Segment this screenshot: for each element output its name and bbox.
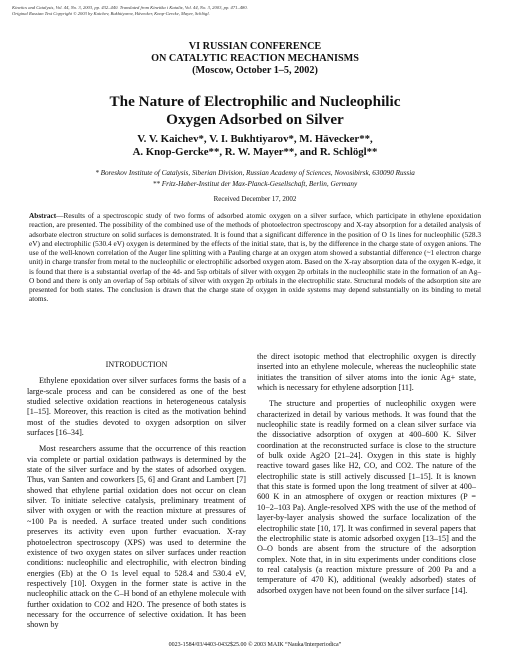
paper-title-line-2: Oxygen Adsorbed on Silver (166, 111, 344, 128)
right-paragraph-1: the direct isotopic method that electrophilic oxygen is directly inserted into an ethylene molecule, whereas the nucleophilic state initiates the transition of silver atoms into the ionic Ag+ state, which is necessary for ethylene adsorption [11]. (257, 352, 476, 393)
section-heading: INTRODUCTION (105, 360, 168, 369)
abstract-label: Abstract (29, 211, 57, 220)
journal-header-line-2: Original Russian Text Copyright © 2003 by Kaichev, Bukhtiyarov, Hävecker, Knop-Gercke, Mayer, Schlögl. (12, 11, 210, 16)
journal-header (12, 5, 248, 17)
author-list (0, 133, 510, 159)
abstract (29, 211, 481, 339)
right-column (257, 352, 476, 624)
conference-line-1: VI RUSSIAN CONFERENCE (188, 41, 322, 52)
intro-paragraph-2: Most researchers assume that the occurrence of this reaction via complete or partial oxidation pathways is determined by the state of the silver surface and by the states of adsorbed oxygen. Thus, van Santen and coworkers [5, 6] and Grant and Lambert [7] showed that ethylene partial oxidation does not occur on clean silver. To initiate selective catalysis, preliminary treatment of silver with oxygen or with the reaction mixture at pressures of ~100 Pa is needed. A surface treated under such conditions preserves its activity even upon further evacuation. X-ray photoelectron spectroscopy (XPS) was used to determine the existence of two oxygen states on silver surfaces under reaction conditions: nucleophilic and electrophilic, with electron binding energies (Eb) at the O 1s level equal to 528.4 and 530.4 eV, respectively [10]. Oxygen in the former state is active in the nucleophilic attack on the C–H bond of an ethylene molecule with further oxidation to CO2 and H2O. The presence of both states is necessary for the occurrence of selective oxidation. It has been shown by (27, 444, 246, 630)
abstract-text: —Results of a spectroscopic study of two forms of adsorbed atomic oxygen on a silver surface, which participate in ethylene epoxidation reaction, are presented. The possibility of the combined use of the methods of photoelectron spectroscopy and X-ray absorption for a detailed analysis of adsorbate electron structure on solid surfaces is demonstrated. It is found that a significant difference in the position of O 1s lines for nucleophilic (528.3 eV) and electrophilic (530.4 eV) oxygen is determined by the effects of the initial state, that is, by the difference in the charge state of oxygen anions. The use of the well-known correlation of the Auger line splitting with a Pauling charge at an oxygen atom showed a substantial difference (~1 electron charge unit) in charge transfer from metal to the nucleophilic or electrophilic adsorbed oxygen atom. Based on the X-ray absorption data of the oxygen K-edge, it is found that there is a substantial overlap of the 4d- and 5sp orbitals of silver with oxygen 2p orbitals in the nucleophilic state in the formation of an Ag–O bond and there is only an overlap of 5sp orbitals of silver with oxygen 2p orbitals in the electrophilic state. Structural models of the adsorption site are presented for both states. The conclusion is drawn that the charge state of oxygen in oxide systems may depend substantially on its binding to metal atoms. (29, 211, 481, 304)
author-line-1: V. V. Kaichev*, V. I. Bukhtiyarov*, M. Hävecker**, (137, 133, 373, 145)
conference-line-2: ON CATALYTIC REACTION MECHANISMS (151, 53, 359, 64)
paper-title (0, 93, 510, 129)
author-line-2: A. Knop-Gercke**, R. W. Mayer**, and R. Schlögl** (132, 146, 378, 158)
copyright-footer: 0023-1584/03/4403-0432$25.00 © 2003 MAIK “Nauka/Interperiodica” (168, 642, 342, 648)
right-paragraph-2: The structure and properties of nucleophilic oxygen were characterized in detail by various methods. It was found that the nucleophilic state is readily formed on a clean silver surface via the dissociative adsorption of oxygen at 400–600 K. Silver coordination at the reconstructed surface is close to the structure of bulk oxide Ag2O [21–24]. Oxygen in this state is highly reactive toward gases like H2, CO, and CO2. The nature of the electrophilic state is still actively discussed [1–15]. It is known that this state is formed upon the long treatment of silver at 400–600 K in an atmosphere of oxygen or reaction mixtures (P = 10−2–103 Pa). Angle-resolved XPS with the use of the method of layer-by-layer analysis showed the surface localization of the electrophilic state [10, 17]. It was confirmed in several papers that the electrophilic state is atomic adsorbed oxygen [13–15] and the O–O bonds are absent from the structure of the adsorption complex. Note that, in in situ experiments under conditions close to real catalysis (a reaction mixture pressure of 200 Pa and a temperature of 470 K), additional (weakly adsorbed) states of adsorbed oxygen have not been found on the silver surface [14]. (257, 399, 476, 595)
journal-header-line-1: Kinetics and Catalysis, Vol. 44, No. 3, 2003, pp. 432–440. Translated from Kinetika i Kataliz, Vol. 44, No. 3, 2003, pp. 471–480. (12, 5, 248, 10)
conference-line-3: (Moscow, October 1–5, 2002) (192, 65, 318, 76)
intro-paragraph-1: Ethylene epoxidation over silver surfaces forms the basis of a large-scale process and can be considered as one of the best studied selective oxidation reactions in heterogeneous catalysis [1–15]. Moreover, this reaction is cited as the motivation behind most of the studies devoted to oxygen adsorption on silver surfaces [16–34]. (27, 376, 246, 438)
affiliation-2: ** Fritz-Haber-Institut der Max-Planck-Gesellschaft, Berlin, Germany (152, 180, 358, 188)
received-date: Received December 17, 2002 (213, 195, 297, 203)
affiliation-1: * Boreskov Institute of Catalysis, Siberian Division, Russian Academy of Sciences, Novosibirsk, 630090 Russia (95, 169, 415, 177)
left-column (27, 352, 246, 630)
paper-title-line-1: The Nature of Electrophilic and Nucleophilic (109, 93, 401, 110)
